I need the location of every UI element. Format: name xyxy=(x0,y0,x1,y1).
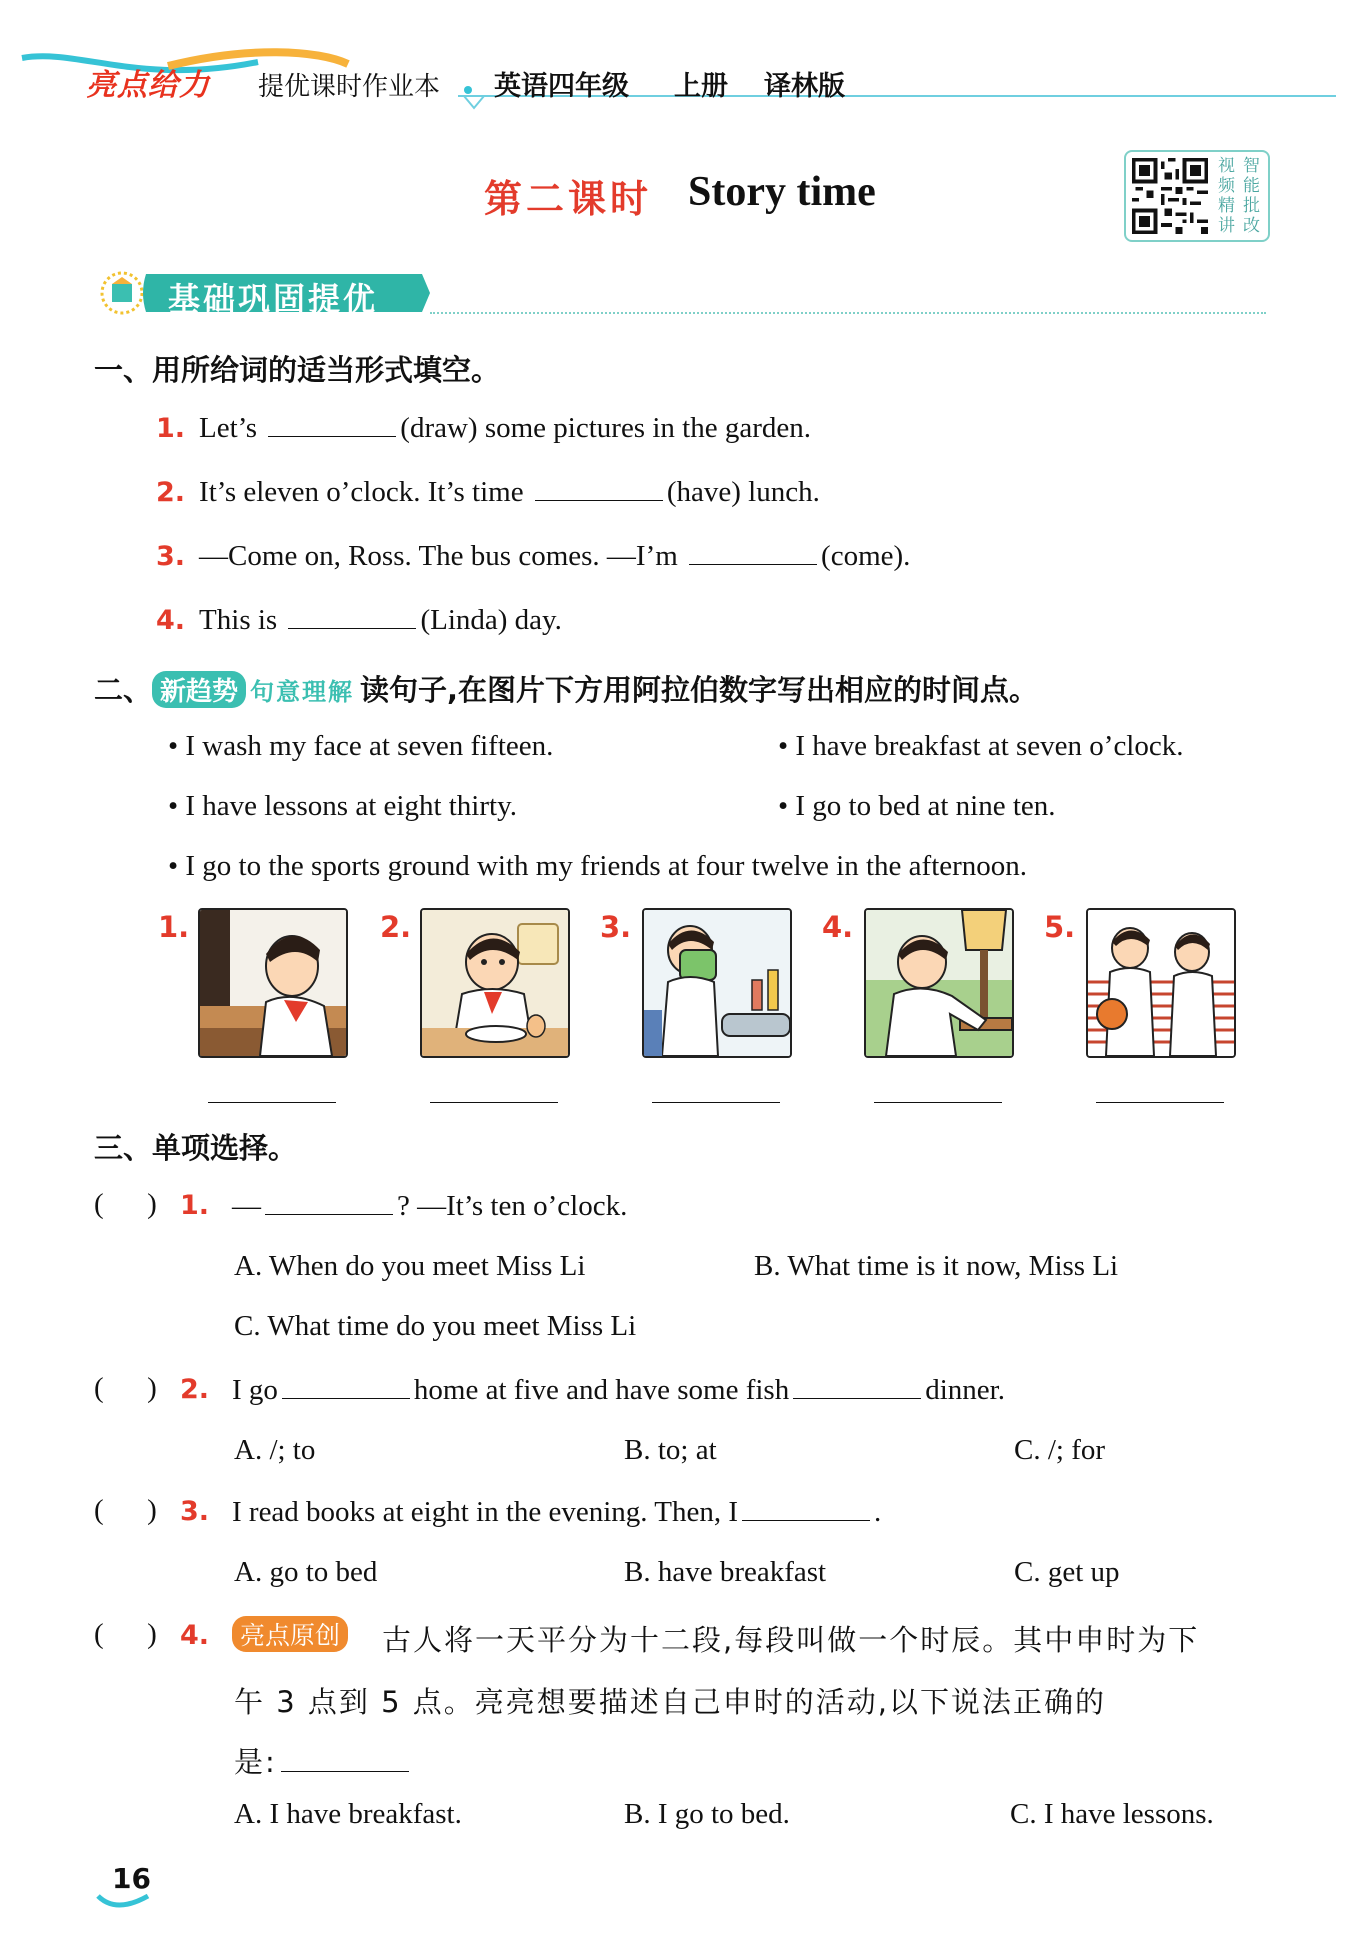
qr-code-block[interactable] xyxy=(1124,150,1270,242)
answer-parentheses[interactable]: ( ) xyxy=(94,1188,157,1220)
tag-subtitle: 句意理解 xyxy=(250,678,355,706)
subject-label: 英语四年级 xyxy=(494,71,629,102)
volume-label: 上册 xyxy=(674,71,728,102)
picture-number: 2. xyxy=(380,910,412,944)
lesson-title-en: Story time xyxy=(688,169,876,215)
qr-code-icon xyxy=(1132,158,1208,234)
option-a[interactable]: A. go to bed xyxy=(234,1556,378,1588)
answer-blank[interactable] xyxy=(793,1372,921,1399)
part1-item-3: 3. —Come on, Ross. The bus comes. —I’m (come). xyxy=(156,540,911,572)
time-answer-line[interactable] xyxy=(208,1102,336,1103)
option-b[interactable]: B. I go to bed. xyxy=(624,1798,790,1830)
option-a[interactable]: A. /; to xyxy=(234,1434,316,1466)
question-3-stem: I read books at eight in the evening. Then, I . xyxy=(232,1496,882,1528)
answer-blank[interactable] xyxy=(281,1745,409,1772)
answer-parentheses[interactable]: ( ) xyxy=(94,1618,157,1650)
answer-blank[interactable] xyxy=(288,602,416,629)
book-subtitle: 提优课时作业本 xyxy=(258,72,441,102)
part1-item-4: 4. This is (Linda) day. xyxy=(156,604,562,636)
question-1-stem: — ? —It’s ten o’clock. xyxy=(232,1190,628,1222)
option-b[interactable]: B. have breakfast xyxy=(624,1556,827,1588)
part1-item-1: 1. Let’s (draw) some pictures in the garden. xyxy=(156,412,811,444)
picture-number: 1. xyxy=(158,910,190,944)
time-answer-line[interactable] xyxy=(430,1102,558,1103)
question-2-stem: I go home at five and have some fish dinner. xyxy=(232,1374,1005,1406)
question-number: 3. xyxy=(180,1496,210,1527)
sentence-2: • I have breakfast at seven o’clock. xyxy=(778,730,1184,762)
boy-eating-breakfast-picture xyxy=(420,908,570,1058)
answer-blank[interactable] xyxy=(268,410,396,437)
option-a[interactable]: A. When do you meet Miss Li xyxy=(234,1250,586,1282)
option-b[interactable]: B. to; at xyxy=(624,1434,717,1466)
boy-going-to-bed-picture xyxy=(864,908,1014,1058)
picture-number: 5. xyxy=(1044,910,1076,944)
question-4-line-2: 午 3 点到 5 点。亮亮想要描述自己申时的活动,以下说法正确的 xyxy=(234,1685,1106,1719)
section-divider xyxy=(430,312,1266,314)
boy-at-desk-picture xyxy=(198,908,348,1058)
boys-with-basketball-picture xyxy=(1086,908,1236,1058)
lesson-title-cn: 第二课时 xyxy=(484,176,653,221)
option-a[interactable]: A. I have breakfast. xyxy=(234,1798,462,1830)
qr-labels: 视 智 频 能 精 批 讲 改 xyxy=(1218,156,1260,236)
time-answer-line[interactable] xyxy=(874,1102,1002,1103)
question-4-line-1: 古人将一天平分为十二段,每段叫做一个时辰。其中申时为下 xyxy=(382,1623,1200,1657)
option-c[interactable]: C. get up xyxy=(1014,1556,1120,1588)
answer-parentheses[interactable]: ( ) xyxy=(94,1494,157,1526)
picture-number: 3. xyxy=(600,910,632,944)
sentence-5: • I go to the sports ground with my friends at four twelve in the afternoon. xyxy=(168,850,1028,882)
answer-blank[interactable] xyxy=(535,474,663,501)
option-b[interactable]: B. What time is it now, Miss Li xyxy=(754,1250,1119,1282)
new-trend-tag: 新趋势 xyxy=(152,671,246,708)
option-c[interactable]: C. /; for xyxy=(1014,1434,1106,1466)
question-number: 2. xyxy=(180,1374,210,1405)
answer-parentheses[interactable]: ( ) xyxy=(94,1372,157,1404)
question-number: 4. xyxy=(180,1620,210,1651)
answer-blank[interactable] xyxy=(282,1372,410,1399)
part3-title: 三、单项选择。 xyxy=(94,1131,298,1165)
sentence-1: • I wash my face at seven fifteen. xyxy=(168,730,554,762)
part1-item-2: 2. It’s eleven o’clock. It’s time (have) lunch. xyxy=(156,476,820,508)
edition-label: 译林版 xyxy=(764,71,845,102)
answer-blank[interactable] xyxy=(689,538,817,565)
original-tag: 亮点原创 xyxy=(232,1616,348,1652)
answer-blank[interactable] xyxy=(265,1188,393,1215)
time-answer-line[interactable] xyxy=(1096,1102,1224,1103)
section-banner-title: 基础巩固提优 xyxy=(168,280,379,318)
brand-logo: 亮点给力 xyxy=(86,68,210,103)
sentence-4: • I go to bed at nine ten. xyxy=(778,790,1056,822)
question-4-line-3: 是: xyxy=(234,1740,413,1781)
question-number: 1. xyxy=(180,1190,210,1221)
option-c[interactable]: C. What time do you meet Miss Li xyxy=(234,1310,637,1342)
page-number: 16 xyxy=(112,1862,151,1895)
picture-number: 4. xyxy=(822,910,854,944)
time-answer-line[interactable] xyxy=(652,1102,780,1103)
part1-title: 一、用所给词的适当形式填空。 xyxy=(94,353,501,387)
sentence-3: • I have lessons at eight thirty. xyxy=(168,790,517,822)
boy-washing-face-picture xyxy=(642,908,792,1058)
option-c[interactable]: C. I have lessons. xyxy=(1010,1798,1214,1830)
answer-blank[interactable] xyxy=(742,1494,870,1521)
part2-title-row: 二、 新趋势 句意理解 读句子,在图片下方用阿拉伯数字写出相应的时间点。 xyxy=(94,673,1039,707)
